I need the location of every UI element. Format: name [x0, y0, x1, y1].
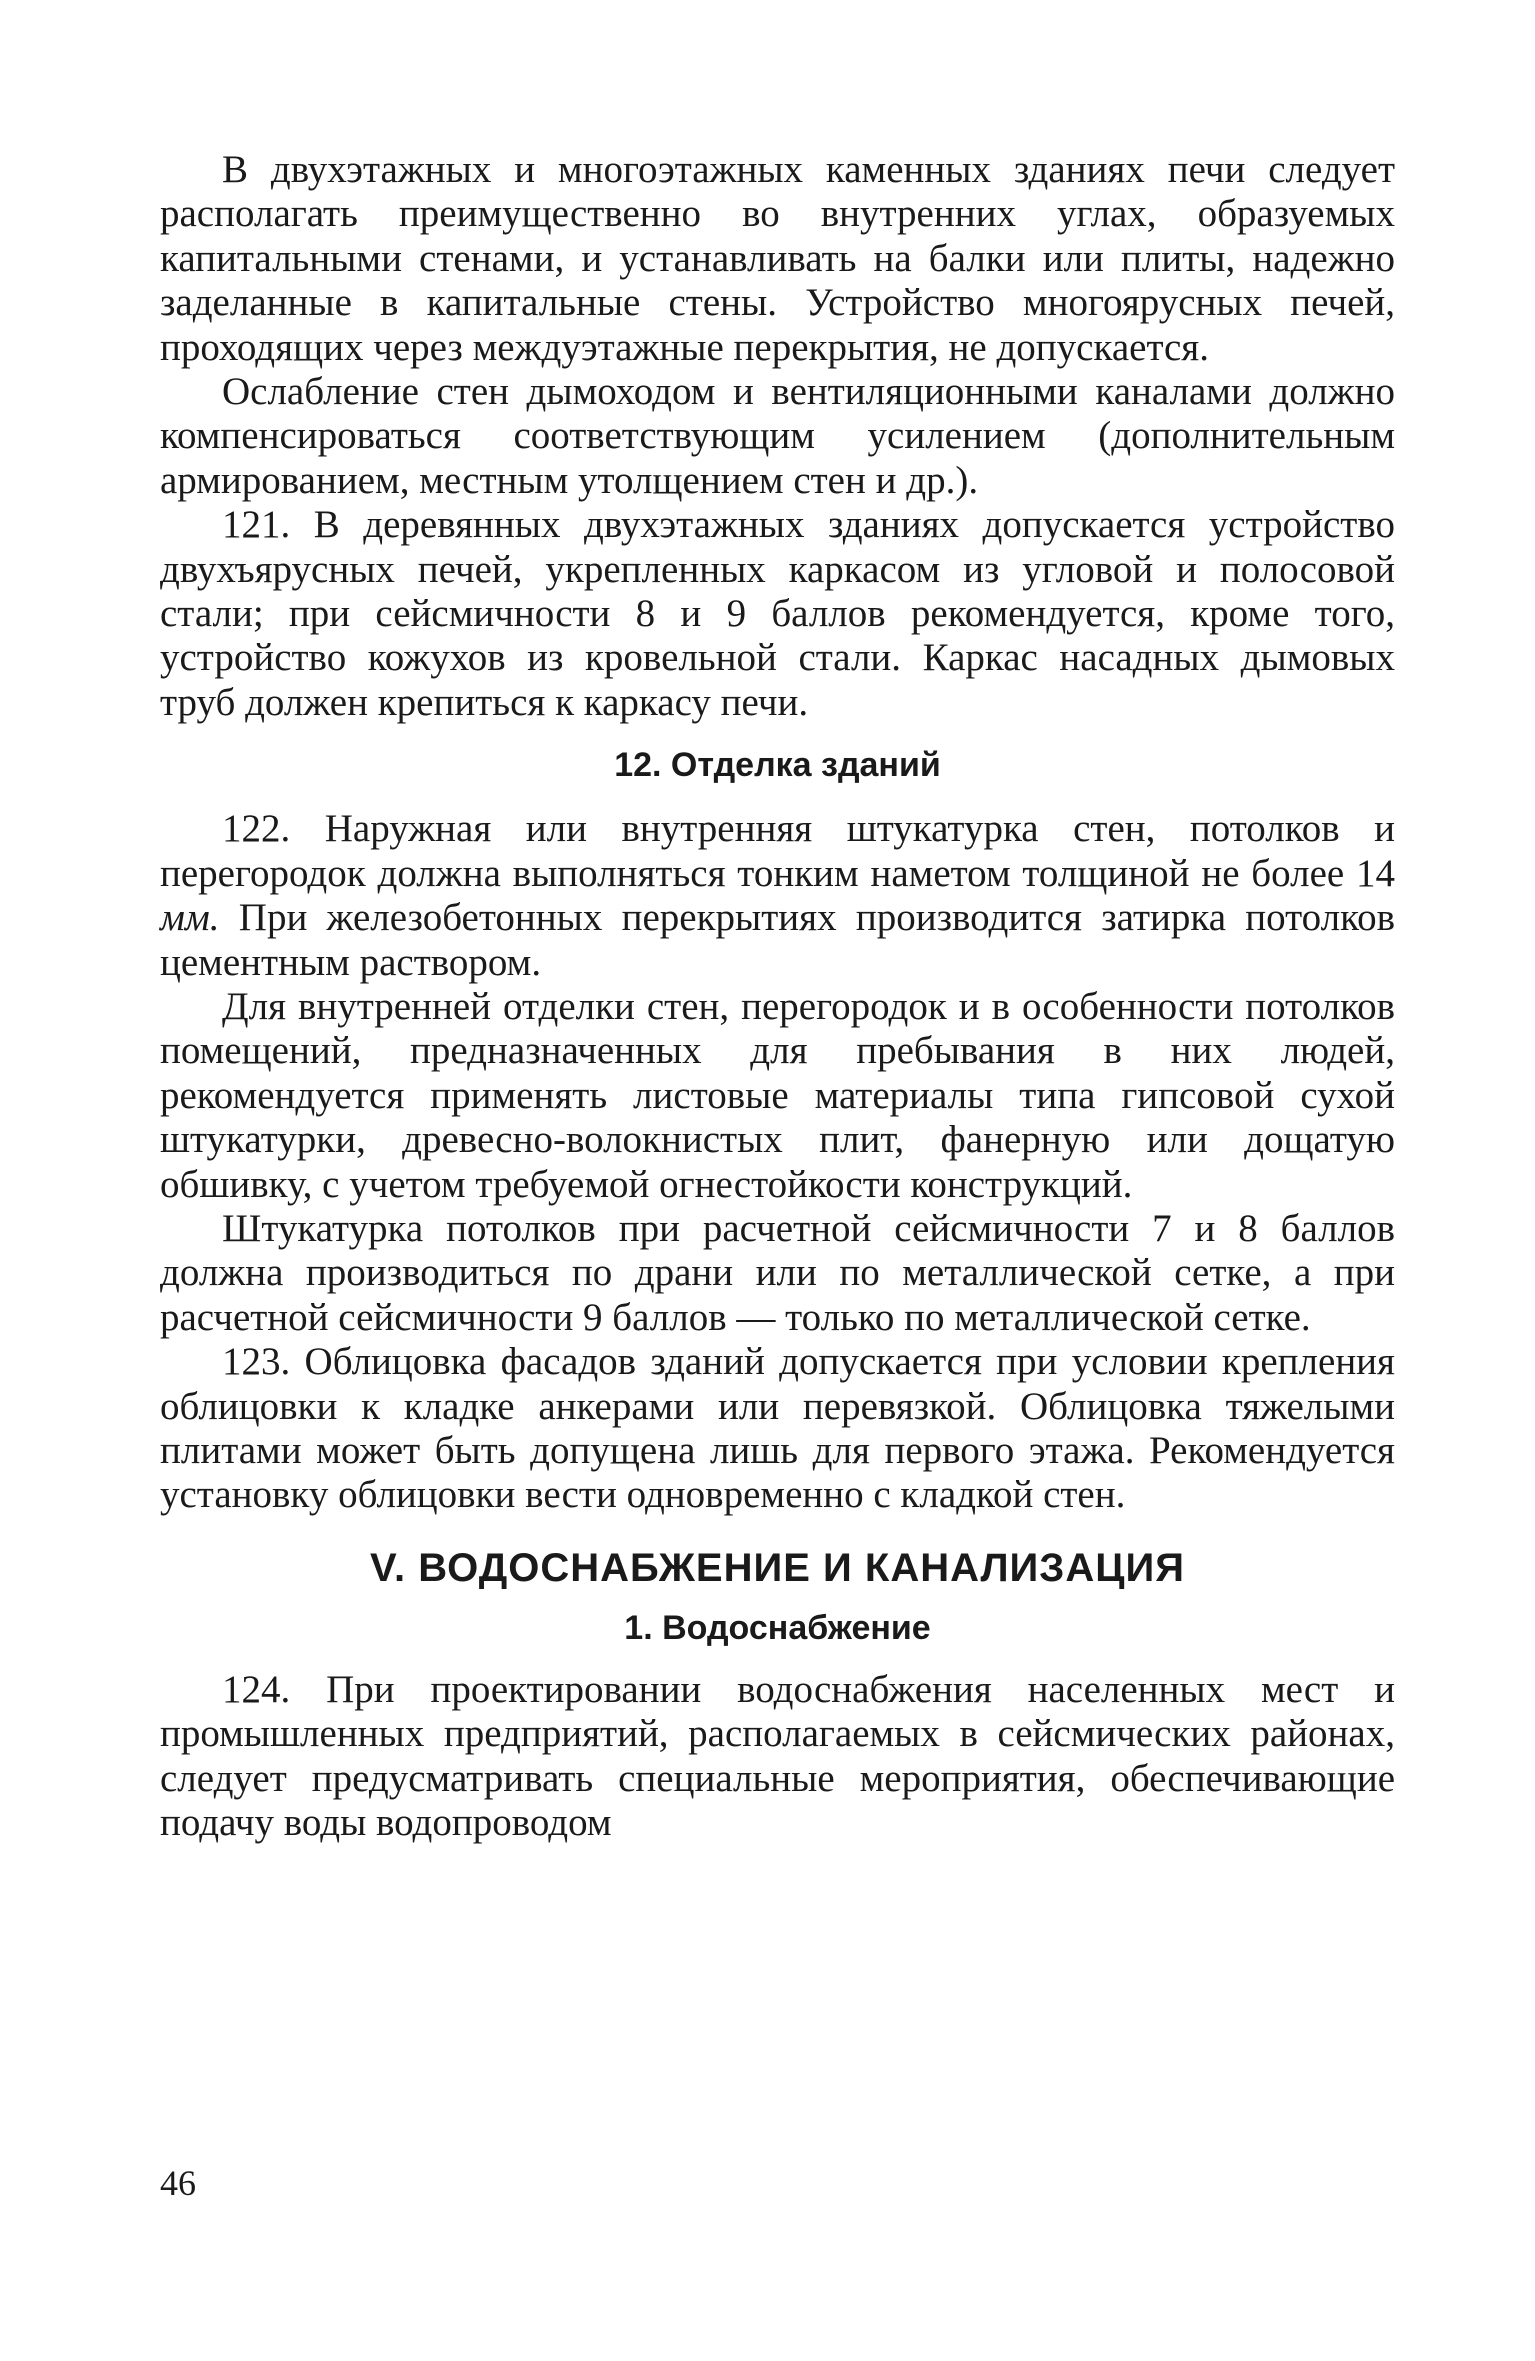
paragraph-124: 124. При проектировании водоснабжения населенных мест и промышленных предприятий, располагаемых в сейсмических районах, следует предусматривать специальные мероприятия, обеспечивающие подачу воды водопроводом — [160, 1667, 1395, 1844]
paragraph-122 — [160, 807, 1395, 985]
paragraph-122-text-a: 122. Наружная или внутренняя штукатурка стен, потолков и перегородок должна выполняться тонким наметом толщиной не более 14 — [160, 807, 1395, 895]
paragraph-stoves-multistorey: В двухэтажных и многоэтажных каменных зданиях печи следует располагать преимущественно во внутренних углах, образуемых капитальными стенами, и устанавливать на балки или плиты, надежно заделанные в капитальные стены. Устройство многоярусных печей, проходящих через междуэтажные перекрытия, не допускается. — [160, 148, 1395, 369]
heading-water-supply: 1. Водоснабжение — [624, 1608, 931, 1647]
page-body — [160, 148, 1395, 1845]
paragraph-121: 121. В деревянных двухэтажных зданиях допускается устройство двухъярусных печей, укрепленных каркасом из угловой и полосовой стали; при сейсмичности 8 и 9 баллов рекомендуется, кроме того, устройство кожухов из кровельной стали. Каркас насадных дымовых труб должен крепиться к каркасу печи. — [160, 503, 1395, 724]
paragraph-wall-weakening: Ослабление стен дымоходом и вентиляционными каналами должно компенсироваться соответствующим усилением (дополнительным армированием, местным утолщением стен и др.). — [160, 370, 1395, 502]
paragraph-ceiling-plaster: Штукатурка потолков при расчетной сейсмичности 7 и 8 баллов должна производиться по драни или по металлической сетке, а при расчетной сейсмичности 9 баллов — только по металлической сетке. — [160, 1206, 1395, 1339]
paragraph-122-text-b: При железобетонных перекрытиях производится затирка потолков цементным раствором. — [160, 896, 1395, 984]
unit-mm: мм. — [160, 896, 220, 940]
paragraph-123: 123. Облицовка фасадов зданий допускается при условии крепления облицовки к кладке анкерами или перевязкой. Облицовка тяжелыми плитами может быть допущена лишь для первого этажа. Рекомендуется установку облицовки вести одновременно с кладкой стен. — [160, 1340, 1395, 1517]
section-title: V. ВОДОСНАБЖЕНИЕ И КАНАЛИЗАЦИЯ — [370, 1545, 1185, 1590]
page-number: 46 — [160, 2163, 196, 2203]
paragraph-interior-finish: Для внутренней отделки стен, перегородок и в особенности потолков помещений, предназначенных для пребывания в них людей, рекомендуется применять листовые материалы типа гипсовой сухой штукатурки, древесно-волокнистых плит, фанерную или дощатую обшивку, с учетом требуемой огнестойкости конструкций. — [160, 984, 1395, 1206]
heading-building-finish: 12. Отделка зданий — [614, 746, 941, 785]
